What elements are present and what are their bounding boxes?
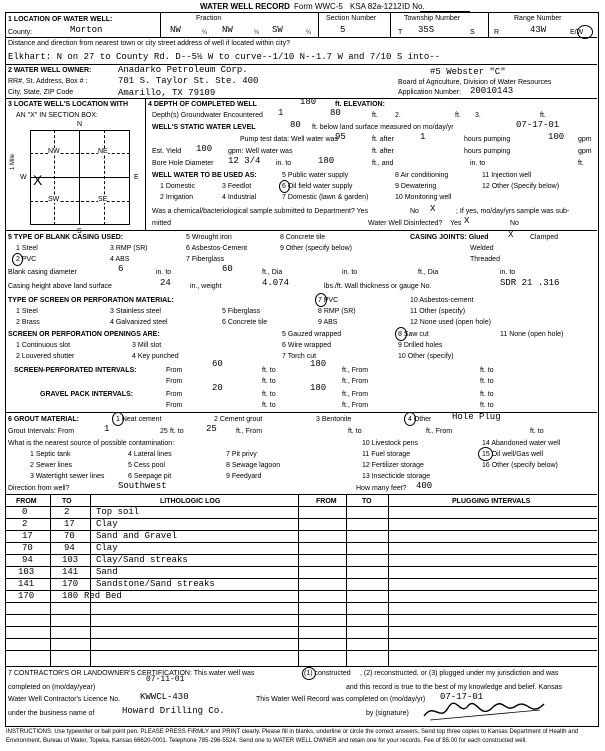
use-7[interactable]: 7 Domestic (lawn & garden) [282,194,369,201]
log-from: 17 [22,531,33,541]
township-label: Township Number [404,15,461,22]
opening-8-circle [395,327,407,341]
contam-16[interactable]: 16 Other (specify below) [482,462,558,469]
spi-ft-from-2: ft., From [342,378,369,385]
direction-value[interactable]: Southwest [118,481,167,491]
fraction-1[interactable]: NW [170,25,181,35]
township-s: S [470,29,475,36]
use-9[interactable]: 9 Dewatering [395,183,437,190]
opening-10[interactable]: 10 Other (specify) [398,353,454,360]
contam-5[interactable]: 5 Cess pool [128,462,165,469]
grout-intervals-label: Grout Intervals: From [8,428,75,435]
screen-4[interactable]: 4 Galvanized steel [110,319,168,326]
owner-city[interactable]: Amarillo, TX 79109 [118,88,216,98]
mitted-label: mitted [152,220,172,227]
bore-label: Bore Hole Diameter [152,160,214,167]
cert-constructed-circle [302,667,316,680]
screen-11[interactable]: 11 Other (specify) [410,308,466,315]
signature-mark [420,698,550,724]
cert-line-1a: 7 CONTRACTOR'S OR LANDOWNER'S CERTIFICATION: This water well was [8,670,255,677]
ne-label: NE [98,148,108,155]
sec3-label-2: AN "X" IN SECTION BOX: [16,112,98,119]
casing-7[interactable]: 7 Fiberglass [186,256,225,263]
form-number: Form WWC-5 [294,2,343,11]
casing-2[interactable]: 2 PVC [16,256,37,263]
log-header-to-2: TO [362,498,372,505]
casing-gauge[interactable]: SDR 21 .316 [500,278,560,288]
fraction-3[interactable]: SW [272,25,283,35]
use-2[interactable]: 2 Irrigation [160,194,194,201]
contam-1[interactable]: 1 Septic tank [30,451,71,458]
contam-11[interactable]: 11 Fuel storage [362,451,411,458]
grout-from[interactable]: 1 [104,424,110,434]
casing-ft-dia-1: ft., Dia [262,269,283,276]
screen-7-circle [315,293,327,307]
log-desc: Clay/Sand streaks [96,555,188,565]
well-depth[interactable]: 180 [300,97,317,107]
board-label: Board of Agriculture, Division of Water Resources [398,79,552,86]
license-label: Water Well Contractor's Licence No. [8,696,121,703]
joints-clamped: Clamped [530,234,559,241]
contam-3[interactable]: 3 Watertight sewer lines [30,473,105,480]
log-from: 70 [22,543,33,553]
business-label: under the business name of [8,710,95,717]
township-number[interactable]: 35S [418,25,435,35]
static-level[interactable]: 80 [290,120,301,130]
grout-to[interactable]: 25 [206,424,217,434]
casing-lbs: lbs./ft. Wall thickness or gauge No. [324,283,432,290]
use-3[interactable]: 3 Feedlot [222,183,252,190]
use-11[interactable]: 11 Injection well [482,172,532,179]
sec4-label: 4 DEPTH OF COMPLETED WELL [148,101,257,108]
footer-line-2: Environment, Bureau of Water, Topeka, Kansas 66620-0001. Telephone 785-296-5524. Send one to WATER WELL OWNER and retain one for your records. Fee of $5.00 for each constructed well. [6,738,527,744]
form-title: WATER WELL RECORD [200,2,290,11]
gpi-ft-from-2: ft., From [342,402,369,409]
grout-4[interactable]: 4 Other [408,416,432,423]
sec1-label: 1 LOCATION OF WATER WELL: [8,16,113,23]
log-desc: Clay [96,519,118,529]
contam-label: What is the nearest source of possible contamination: [8,440,175,447]
chem-x[interactable]: X [430,204,436,214]
casing-in-to: in. to [156,269,172,276]
screen-10[interactable]: 10 Asbestos-cement [410,297,474,304]
bore-ft-2: ft. [578,160,584,167]
log-header-to: TO [62,498,72,505]
screen-label: TYPE OF SCREEN OR PERFORATION MATERIAL: [8,297,174,304]
log-to: 180 [62,591,79,601]
groundwater-label: Depth(s) Groundwater Encountered [152,112,263,119]
log-desc: Sandstone/Sand streaks [96,579,215,589]
how-many-label: How many feet? [356,485,407,492]
contam-15[interactable]: 15 Oil well/Gas well [482,451,544,458]
sw-label: SW [48,196,60,203]
log-from: 141 [18,579,35,589]
joints-threaded: Threaded [470,256,500,263]
static-date[interactable]: 07-17-01 [516,120,560,130]
fraction-2[interactable]: NW [222,25,233,35]
grout-ft-to: 25 [160,428,168,435]
screen-8[interactable]: 8 RMP (SR) [318,308,356,315]
disinfect-yes: Yes [450,220,462,227]
gw-index: 1 [278,108,284,118]
spi-from-label-2: From [166,378,183,385]
township-t: T [398,29,403,36]
contam-8[interactable]: 8 Sewage lagoon [226,462,281,469]
contam-10[interactable]: 10 Livestock pens [362,440,419,447]
grout-ft-to-label: ft. to [170,428,184,435]
screen-3[interactable]: 3 Stainless steel [110,308,161,315]
range-label: Range Number [514,15,562,22]
screen-2[interactable]: 2 Brass [16,319,40,326]
pump-label: Pump test data: Well water was [240,136,338,143]
spi-ft-to-2: ft. to [480,367,494,374]
casing-height[interactable]: 24 [160,278,171,288]
opening-6[interactable]: 6 Wire wrapped [282,342,332,349]
elevation-label: ft. ELEVATION: [335,101,385,108]
use-4[interactable]: 4 Industrial [222,194,257,201]
chem-no: No [410,208,419,215]
log-desc: Top soil [96,507,140,517]
application-label: Application Number: [398,89,462,96]
use-label: WELL WATER TO BE USED AS: [152,172,257,179]
yield-label: Est. Yield [152,148,182,155]
log-header-litho: LITHOLOGIC LOG [160,498,221,505]
yield-value[interactable]: 100 [196,144,213,154]
well-location-x[interactable]: X [33,172,43,188]
screen-6[interactable]: 6 Concrete tile [222,319,268,326]
yield-ft-after: ft. after [372,148,394,155]
log-header-plugging: PLUGGING INTERVALS [452,498,531,505]
chem-label: Was a chemical/bacteriological sample submitted to Department? Yes [152,208,369,215]
bore-in-to-2: in. to [470,160,486,167]
opening-7[interactable]: 7 Torch cut [282,353,317,360]
cert-line-1b: , (2) reconstructed, or (3) plugged under my jurisdiction and was [360,670,559,677]
gw-ft: ft. [372,112,378,119]
joints-label: CASING JOINTS: Glued [410,234,489,241]
casing-2-circle [12,253,23,266]
record-date[interactable]: 07-17-01 [440,692,484,702]
grout-1[interactable]: 1 Neat cement [116,416,162,423]
log-to: 2 [64,507,70,517]
fraction-label: Fraction [196,15,222,22]
application-number[interactable]: 20010143 [470,86,514,96]
log-desc: Clay [96,543,118,553]
casing-8[interactable]: 8 Concrete tile [280,234,326,241]
gpi-ft-from: ft., From [342,391,369,398]
log-to: 70 [64,531,75,541]
log-from: 0 [22,507,28,517]
section-number-label: Section Number [326,15,377,22]
disinfect-no: No [510,220,519,227]
address-label: RR#, St. Address, Box # : [8,78,88,85]
use-1[interactable]: 1 Domestic [160,183,196,190]
opening-4[interactable]: 4 Key punched [132,353,179,360]
sec2-label: 2 WATER WELL OWNER: [8,67,92,74]
casing-in-to-3: in. to [500,269,516,276]
opening-3[interactable]: 3 Mill slot [132,342,162,349]
casing-in-weight: in., weight [190,283,222,290]
contam-13[interactable]: 13 Insecticide storage [362,473,431,480]
completed-date[interactable]: 07-11-01 [146,675,185,684]
log-desc: Red Bed [84,591,122,601]
section-number[interactable]: 5 [340,25,346,35]
record-label: This Water Well Record was completed on (mo/day/yr) [256,696,426,703]
yield-rest: gpm: Well water was [228,148,293,155]
casing-weight[interactable]: 4.074 [262,278,290,288]
range-r: R [494,29,500,36]
contam-15-circle [478,447,493,461]
log-to: 94 [64,543,75,553]
gpi-from-label-2: From [166,402,183,409]
grout-ft-to-3: ft. to [530,428,544,435]
use-12[interactable]: 12 Other (Specify below) [482,183,560,190]
quarter-2: ¼ [254,30,260,36]
contam-12[interactable]: 12 Fertilizer storage [362,462,424,469]
gpm-1: gpm [578,136,592,143]
screen-7[interactable]: 7 PVC [318,297,339,304]
spi-ft-to-3: ft. to [262,378,276,385]
spi-from[interactable]: 60 [212,359,223,369]
gpi-to[interactable]: 180 [310,383,327,393]
screen-9[interactable]: 9 ABS [318,319,338,326]
opening-1[interactable]: 1 Continuous slot [16,342,71,349]
signature-label: by (signature) [366,710,409,717]
gpi-ft-to-3: ft. to [262,402,276,409]
disinfect-label: Water Well Disinfected? [368,220,443,227]
log-header-from-2: FROM [316,498,337,505]
bore-ft[interactable]: 180 [318,156,335,166]
grout-3[interactable]: 3 Bentonite [316,416,352,423]
distance-value[interactable]: Elkhart: N on 27 to County Rd. D--5½ W to curve--1/10 N--1.7 W and 7/10 S into-- [8,52,441,62]
quarter-1: ¼ [202,30,208,36]
static-level-rest: ft. below land surface measured on mo/day/yr [312,124,454,131]
casing-in-to-2: in. to [342,269,358,276]
log-from: 170 [18,591,35,601]
spi-ft-from: ft., From [342,367,369,374]
gw-2: 2. [395,112,401,119]
gpm-2: gpm [578,148,592,155]
spi-ft-to: ft. to [262,367,276,374]
hours-pumping-1: hours pumping [464,136,511,143]
opening-9[interactable]: 9 Drilled holes [398,342,443,349]
county-value[interactable]: Morton [70,25,103,35]
county-label: County: [8,29,33,36]
log-from: 103 [18,567,35,577]
casing-3[interactable]: 3 RMP (SR) [110,245,148,252]
casing-diameter[interactable]: 6 [118,264,124,274]
contam-2[interactable]: 2 Sewer lines [30,462,73,469]
grout-1-circle [112,412,124,426]
north-label: N [77,121,83,128]
log-to: 17 [64,519,75,529]
cert-line-2a: completed on (mo/day/year) [8,684,96,691]
owner-address[interactable]: 701 S. Taylor St. Ste. 400 [118,76,259,86]
direction-label: Direction from well? [8,485,70,492]
grout-ft-to-2: ft. to [348,428,362,435]
gw-depth[interactable]: 80 [330,108,341,118]
contam-9[interactable]: 9 Feedyard [226,473,262,480]
openings-label: SCREEN OR PERFORATION OPENINGS ARE: [8,331,160,338]
log-from: 94 [22,555,33,565]
screen-12[interactable]: 12 None used (open hole) [410,319,491,326]
chem-rest: ; If yes, mo/day/yrs sample was sub- [456,208,570,215]
grout-ft-from: ft., From [236,428,263,435]
range-ew: E/W [570,29,584,36]
license-number[interactable]: KWWCL-430 [140,692,189,702]
spi-label: SCREEN-PERFORATED INTERVALS: [14,367,137,374]
use-6[interactable]: 6 Oil field water supply [282,183,353,190]
log-header-from: FROM [16,498,37,505]
mile-label: 1 Mile [10,153,16,170]
log-to: 170 [62,579,79,589]
range-number[interactable]: 43W [530,25,547,35]
pump-ft-after: ft. after [372,136,394,143]
business-name[interactable]: Howard Drilling Co. [122,706,225,716]
casing-height-label: Casing height above land surface [8,283,112,290]
grout-2[interactable]: 2 Cement grout [214,416,263,423]
casing-1[interactable]: 1 Steel [16,245,38,252]
gw-3: 3. [475,112,481,119]
sec5-label: 5 TYPE OF BLANK CASING USED: [8,234,124,241]
opening-8[interactable]: 8 Saw cut [398,331,429,338]
static-level-label: WELL'S STATIC WATER LEVEL [152,124,256,131]
joints-welded: Welded [470,245,494,252]
log-desc: Sand [96,567,118,577]
casing-9[interactable]: 9 Other (specify below) [280,245,352,252]
quarter-3: ¼ [306,30,312,36]
south-label: S [77,228,82,235]
grout-4-circle [404,412,416,426]
log-from: 2 [22,519,28,529]
bore-ft-and: ft., and [372,160,394,167]
opening-11[interactable]: 11 None (open hole) [500,331,564,338]
log-to: 141 [62,567,79,577]
gpi-label: GRAVEL PACK INTERVALS: [40,391,134,398]
grout-other-value[interactable]: Hole Plug [452,412,501,422]
contam-14[interactable]: 14 Abandoned water well [482,440,561,447]
casing-to-ft[interactable]: 60 [222,264,233,274]
hours-pumping-2: hours pumping [464,148,511,155]
log-desc: Sand and Gravel [96,531,178,541]
disinfect-x[interactable]: X [464,216,470,226]
gw-ft3: ft. [540,112,546,119]
gpi-from-label: From [166,391,183,398]
use-6-circle [279,180,290,193]
nw-label: NW [48,148,60,155]
id-no-label: ID No. [402,2,425,11]
cert-constructed[interactable]: (1) constructed [304,670,351,677]
how-many-feet[interactable]: 400 [416,481,433,491]
pump-gpm[interactable]: 100 [548,132,565,142]
casing-5[interactable]: 5 Wrought iron [186,234,232,241]
gpi-from[interactable]: 20 [212,383,223,393]
bore-in-to: in. to [276,160,292,167]
gpi-ft-to: ft. to [262,391,276,398]
east-label: E [134,174,139,181]
opening-5[interactable]: 5 Gauzed wrapped [282,331,342,338]
use-8[interactable]: 8 Air conditioning [395,172,449,179]
grout-ft-from-2: ft., From [426,428,453,435]
gw-ft2: ft. [455,112,461,119]
use-5[interactable]: 5 Public water supply [282,172,349,179]
log-to: 103 [62,555,79,565]
sec6-label: 6 GROUT MATERIAL: [8,416,80,423]
owner-name[interactable]: Anadarko Petroleum Corp. [118,65,248,75]
casing-4[interactable]: 4 ABS [110,256,130,263]
pump-ft[interactable]: 95 [335,132,346,142]
bore-diameter[interactable]: 12 3/4 [228,156,261,166]
casing-6[interactable]: 6 Asbestos-Cement [186,245,248,252]
contam-4[interactable]: 4 Lateral lines [128,451,172,458]
distance-label: Distance and direction from nearest town or city street address of well if located within city? [8,40,291,47]
pump-hours[interactable]: 1 [420,132,426,142]
section-box[interactable] [20,121,139,235]
opening-2[interactable]: 2 Louvered shutter [16,353,75,360]
screen-5[interactable]: 5 Fiberglass [222,308,261,315]
ksa-number: KSA 82a-1212 [350,2,402,11]
west-label: W [20,174,27,181]
sec3-label: 3 LOCATE WELL'S LOCATION WITH [8,101,129,108]
well-name-note[interactable]: #5 Webster "C" [430,67,506,77]
spi-from-label: From [166,367,183,374]
footer-line-1: INSTRUCTIONS: Use typewriter or ball point pen. PLEASE PRESS FIRMLY and PRINT clearly. Please fill in blanks, underline or circle the correct answers. Send top three copies to Kansas Department of Health and [6,729,579,735]
joints-glued-x[interactable]: X [508,230,514,240]
se-label: SE [98,196,108,203]
gpi-ft-to-2: ft. to [480,391,494,398]
screen-1[interactable]: 1 Steel [16,308,38,315]
contam-6[interactable]: 6 Seepage pit [128,473,172,480]
casing-diam-label: Blank casing diameter [8,269,77,276]
city-label: City, State, ZIP Code [8,89,74,96]
use-10[interactable]: 10 Monitoring well [395,194,452,201]
casing-ft-dia-2: ft., Dia [418,269,439,276]
spi-to[interactable]: 180 [310,359,327,369]
contam-7[interactable]: 7 Pit privy [226,451,257,458]
spi-ft-to-4: ft. to [480,378,494,385]
gpi-ft-to-4: ft. to [480,402,494,409]
cert-line-2b: and this record is true to the best of my knowledge and belief. Kansas [346,684,562,691]
